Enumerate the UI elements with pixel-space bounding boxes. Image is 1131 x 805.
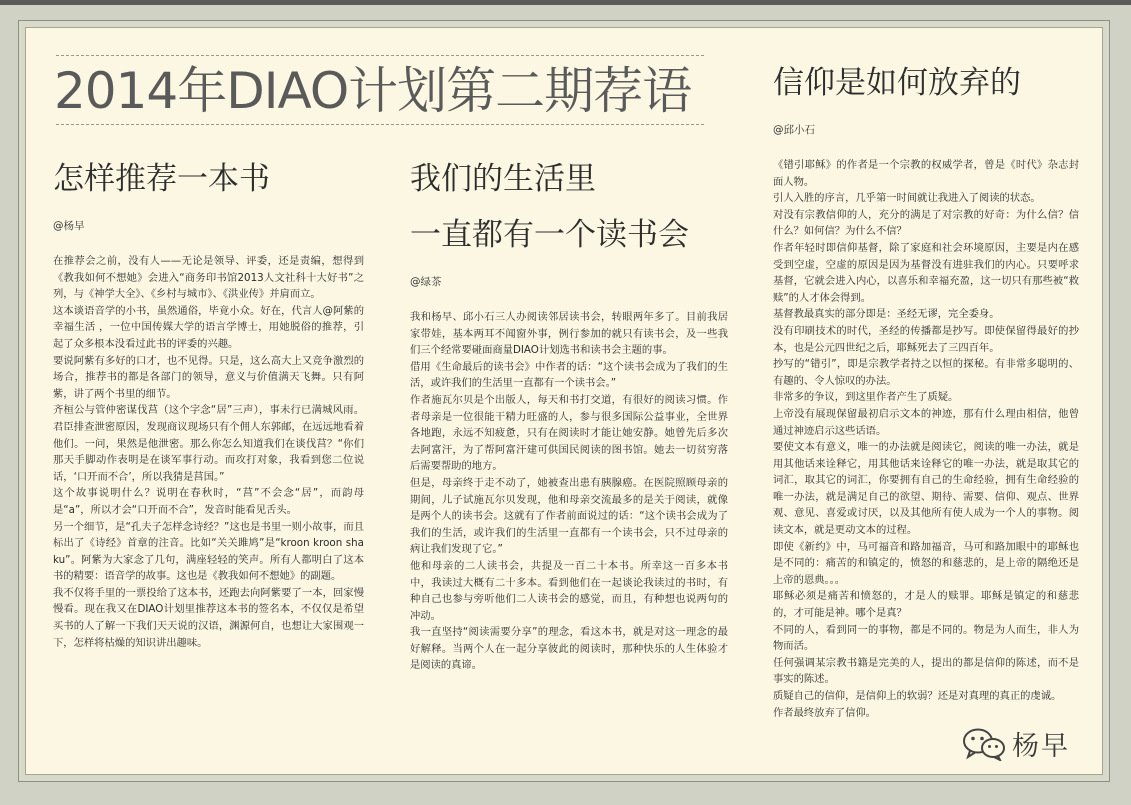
paragraph: 但是，母亲终于走不动了，她被查出患有胰腺癌。在医院照顾母亲的期间，儿子试施瓦尔贝发现，他和母亲交流最多的是关于阅读，就像是两个人的读书会。这就有了作者前面说过的话：“这个读书会成为了我们的生活，或许我们的生活里一直都有一个读书会，只不过母亲的病让我们发现了它。” xyxy=(410,476,728,556)
magazine-page xyxy=(25,27,1103,775)
paragraph: 非常多的争议，到这里作者产生了质疑。 xyxy=(773,391,959,404)
paragraph: 在推荐会之前，没有人——无论是领导、评委，还是责编，想得到《教我如何不想她》会进入“商务印书馆2013人文社科十大好书”之列，与《神学大全》、《乡村与城市》、《洪业传》并肩而立。 xyxy=(53,255,364,301)
wechat-icon xyxy=(962,727,1006,761)
paragraph: 要使文本有意义，唯一的办法就是阅读它，阅读的唯一办法，就是用其他话来诠释它，用其他话来诠释它的唯一办法，就是取其它的词汇，取其它的词汇，你要拥有自己的生命经验，拥有生命经验的唯一办法，就是满足自己的欲望、期待、需要、信仰、观点、世界观、意见、喜爱或讨厌，以及其他所有使人成为一个人的事物。阅读文本，就是更动文本的过程。 xyxy=(773,441,1079,537)
paragraph: 他和母亲的二人读书会，共提及一百二十本书。所幸这一百多本书中，我读过大概有二十多本。看到他们在一起谈论我读过的书时，有种自己也参与旁听他们二人读书会的感觉，而且，有种想也说两句的冲动。 xyxy=(410,559,728,622)
paragraph: 耶稣必须是痛苦和愤怒的，才是人的赎罪。耶稣是镇定的和慈悲的，才可能是神。哪个是真？ xyxy=(773,590,1079,620)
paragraph: 上帝没有展现保留最初启示文本的神迹，那有什么理由相信，他曾通过神迹启示这些话语。 xyxy=(773,407,1079,437)
paragraph: 作者施瓦尔贝是个出版人，每天和书打交道，有很好的阅读习惯。作者母亲是一位很能干精力旺盛的人，参与很多国际公益事业，全世界各地跑，永远不知疲惫，只有在阅读时才能让她安静。她曾先后多次去阿富汗，为了帮阿富汗建可供国民阅读的图书馆。她去一切贫穷落后需要帮助的地方。 xyxy=(410,393,728,473)
article-3-title: 信仰是如何放弃的 xyxy=(773,65,1021,101)
paragraph: 对没有宗教信仰的人，充分的满足了对宗教的好奇：为什么信？信什么？如何信？为什么不信？ xyxy=(773,208,1079,238)
paragraph: 这个故事说明什么？说明在春秋时，“莒”不会念“居”，而韵母是“a”，所以才会“口开而不合”，发音时能看见舌头。 xyxy=(53,487,364,516)
paragraph: 作者最终放弃了信仰。 xyxy=(773,706,876,719)
top-border xyxy=(0,0,1131,5)
article-3-author: @邱小石 xyxy=(773,124,815,136)
paragraph: 抄写的“错引”，即是宗教学者持之以恒的探秘。有非常多聪明的、有趣的、令人惊叹的办法。 xyxy=(773,358,1079,387)
article-1-body xyxy=(53,253,364,651)
article-3-body xyxy=(773,157,1079,721)
paragraph: 要说阿紫有多好的口才，也不见得。只是，这么高大上又竞争激烈的场合，推荐书的都是各部门的领导，意义与价值满天飞舞。只有阿紫，讲了两个书里的细节。 xyxy=(53,354,364,400)
article-2-body xyxy=(410,309,728,674)
paragraph: 质疑自己的信仰，是信仰上的软弱？还是对真理的真正的虔诚。 xyxy=(773,690,1062,702)
title-rule-top xyxy=(56,55,704,56)
paragraph: 我不仅将手里的一票投给了这本书，还跑去向阿紫要了一本，回家慢慢看。现在我又在DIAO计划里推荐这本书的签名本，不仅仅是希望买书的人了解一下我们天天说的汉语，渊源何自，也想让大家围观一下，怎样将枯燥的知识讲出趣味。 xyxy=(53,586,364,649)
article-2-title-line2: 一直都有一个读书会 xyxy=(410,217,689,253)
article-2-title-line1: 我们的生活里 xyxy=(410,161,596,197)
paragraph: 引人入胜的序言，几乎第一时间就让我进入了阅读的状态。 xyxy=(773,192,1041,205)
article-2 xyxy=(410,154,728,674)
paragraph: 没有印刷技术的时代，圣经的传播都是抄写。即使保留得最好的抄本，也是公元四世纪之后，耶稣死去了三四百年。 xyxy=(773,324,1079,354)
article-1 xyxy=(53,154,364,651)
paragraph: 齐桓公与管仲密谋伐莒（这个字念“居”三声），事未行已满城风雨。君臣排查泄密原因，发现商议现场只有个佣人东郭邮，在远远地看着他们。一问，果然是他泄密。那么你怎么知道我们在谈伐莒？“你们那天手脚动作表明是在谈军事行动。而攻打对象，我看到您二位说话，‘口开而不合’，所以我猜是莒国。” xyxy=(53,404,364,483)
title-rule-bottom xyxy=(56,124,704,125)
paragraph: 这本谈语音学的小书，虽然通俗，毕竟小众。好在，代言人@阿紫的幸福生活 ，一位中国传媒大学的语言学博士，用她脱俗的推荐，引起了众多根本没看过此书的评委的兴趣。 xyxy=(53,304,364,350)
paragraph: 另一个细节，是“孔夫子怎样念诗经？”这也是书里一则小故事，而且标出了《诗经》首章的注音。比如“关关雎鸠”是“kroon kroon sha ku”。阿紫为大家念了几句，满座轻轻的笑声。所有人都明白了这本书的精要：语音学的故事。这也是《教我如何不想她》的副题。 xyxy=(53,520,364,583)
wechat-account-logo xyxy=(962,724,1070,763)
article-3 xyxy=(773,58,1079,721)
paragraph: 借用《生命最后的读书会》中作者的话：“这个读书会成为了我们的生活，或许我们的生活里一直都有一个读书会。” xyxy=(410,360,728,390)
paragraph: 即使《新约》中，马可福音和路加福音，马可和路加眼中的耶稣也是不同的：痛苦的和镇定的，愤怒的和慈悲的，是上帝的隔绝还是上帝的恩典。。。 xyxy=(773,540,1079,586)
paragraph: 我和杨早、邱小石三人办阅读邻居读书会，转眼两年多了。目前我居家带娃，基本两耳不闻窗外事，例行参加的就只有读书会，及一些我们三个经常要碰面商量DIAO计划选书和读书会主题的事。 xyxy=(410,311,728,357)
paragraph: 作者年轻时即信仰基督，除了家庭和社会环境原因，主要是内在感受到空虚，空虚的原因是因为基督没有进驻我们的内心。只要呼求基督，它就会进入内心，以喜乐和幸福充盈，这一切只有那些被“救赎”的人才体会得到。 xyxy=(773,241,1079,304)
account-name: 杨早 xyxy=(1012,731,1070,762)
article-1-title: 怎样推荐一本书 xyxy=(53,161,270,197)
paragraph: 基督教最真实的部分即是：圣经无谬，完全委身。 xyxy=(773,308,1000,321)
paragraph: 不同的人，看到同一的事物，都是不同的。物是为人而生，非人为物而活。 xyxy=(773,623,1079,653)
paragraph: 我一直坚持“阅读需要分享”的理念，看这本书，就是对这一理念的最好解释。当两个人在一起分享彼此的阅读时，那种快乐的人生体验才是阅读的真谛。 xyxy=(410,626,728,672)
article-2-author: @绿茶 xyxy=(410,276,442,288)
article-1-author: @杨早 xyxy=(53,220,85,232)
page-title: 2014年DIAO计划第二期荐语 xyxy=(54,62,692,120)
paragraph: 《错引耶稣》的作者是一个宗教的权威学者，曾是《时代》杂志封面人物。 xyxy=(773,159,1079,188)
paragraph: 任何强调某宗教书籍是完美的人，提出的都是信仰的陈述，而不是事实的陈述。 xyxy=(773,656,1079,686)
